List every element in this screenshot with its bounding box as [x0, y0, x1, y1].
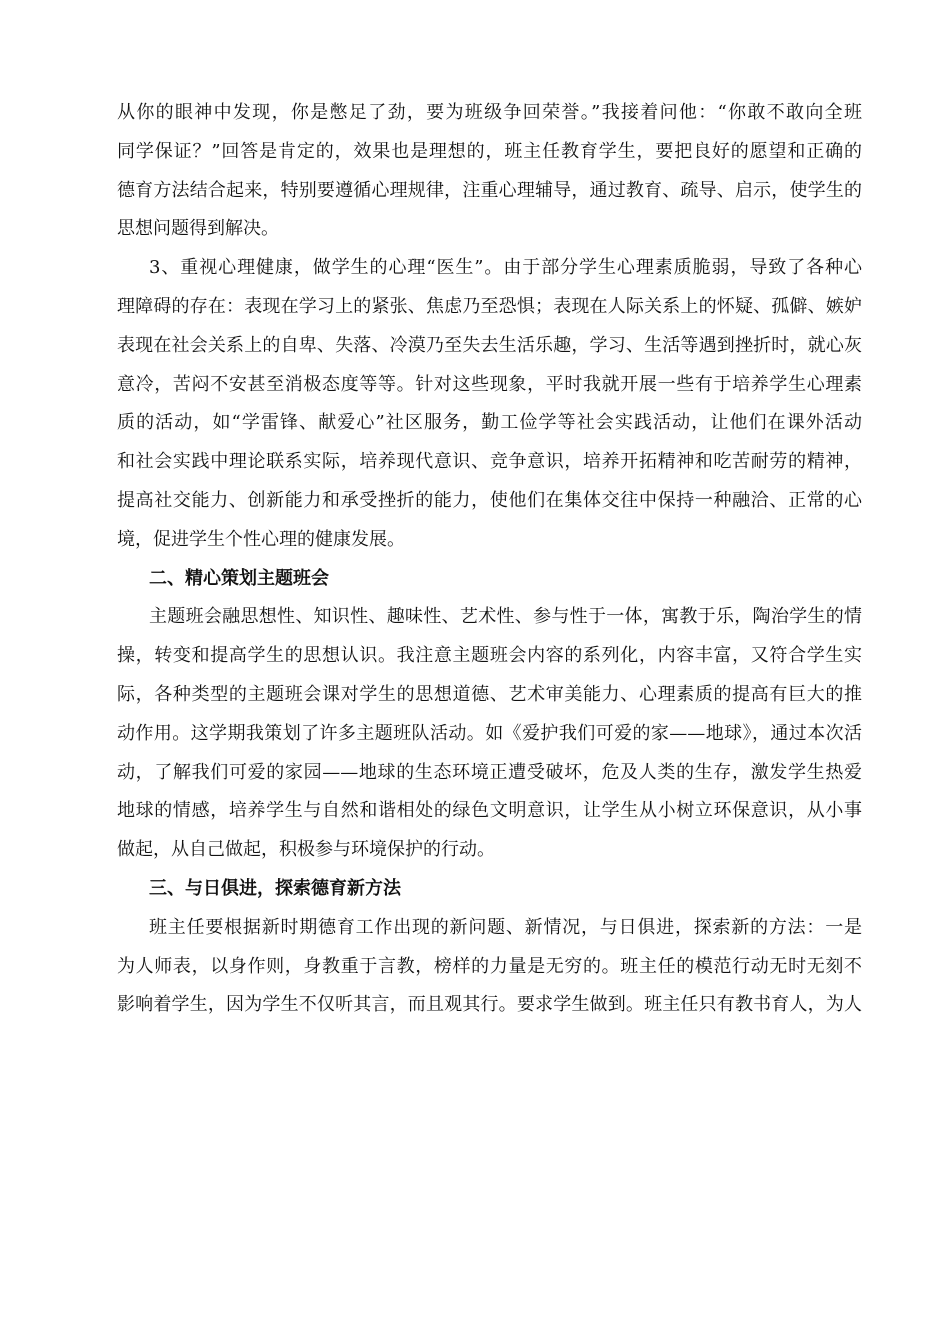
text-line: 动作用。这学期我策划了许多主题班队活动。如《爱护我们可爱的家——地球》，通过本次活 — [117, 722, 862, 744]
text-line: 主题班会融思想性、知识性、趣味性、艺术性、参与性于一体，寓教于乐，陶治学生的情 — [149, 606, 862, 628]
text-line: 思想问题得到解决。 — [117, 218, 279, 240]
section-heading: 三、与日俱进，探索德育新方法 — [149, 877, 401, 899]
text-line: 表现在社会关系上的自卑、失落、冷漠乃至失去生活乐趣，学习、生活等遇到挫折时，就心灰 — [117, 334, 862, 356]
text-line: 际，各种类型的主题班会课对学生的思想道德、艺术审美能力、心理素质的提高有巨大的推 — [117, 683, 862, 705]
text-line: 理障碍的存在：表现在学习上的紧张、焦虑乃至恐惧；表现在人际关系上的怀疑、孤僻、嫉妒 — [117, 295, 862, 317]
paragraph-2 — [117, 249, 862, 559]
text-line: 做起，从自己做起，积极参与环境保护的行动。 — [117, 839, 495, 861]
text-line: 和社会实践中理论联系实际，培养现代意识、竞争意识，培养开拓精神和吃苦耐劳的精神， — [117, 451, 862, 473]
text-line: 动，了解我们可爱的家园——地球的生态环境正遭受破坏，危及人类的生存，激发学生热爱 — [117, 761, 862, 783]
text-line: 班主任要根据新时期德育工作出现的新问题、新情况，与日俱进，探索新的方法：一是 — [149, 916, 862, 938]
text-line: 意冷，苦闷不安甚至消极态度等等。针对这些现象，平时我就开展一些有于培养学生心理素 — [117, 373, 862, 395]
text-line: 境，促进学生个性心理的健康发展。 — [117, 528, 405, 550]
text-line: 操，转变和提高学生的思想认识。我注意主题班会内容的系列化，内容丰富，又符合学生实 — [117, 645, 862, 667]
paragraph-4 — [117, 909, 862, 1025]
text-line: 德育方法结合起来，特别要遵循心理规律，注重心理辅导，通过教育、疏导、启示，使学生的 — [117, 179, 862, 201]
text-line: 为人师表，以身作则，身教重于言教，榜样的力量是无穷的。班主任的模范行动无时无刻不 — [117, 955, 862, 977]
document-body — [117, 94, 862, 1025]
paragraph-1 — [117, 94, 862, 249]
text-line: 提高社交能力、创新能力和承受挫折的能力，使他们在集体交往中保持一种融洽、正常的心 — [117, 489, 862, 511]
text-line: 同学保证？”回答是肯定的，效果也是理想的，班主任教育学生，要把良好的愿望和正确的 — [117, 140, 862, 162]
text-line: 从你的眼神中发现，你是憋足了劲，要为班级争回荣誉。”我接着问他：“你敢不敢向全班 — [117, 102, 862, 123]
text-line: 质的活动，如“学雷锋、献爱心”社区服务，勤工俭学等社会实践活动，让他们在课外活动 — [117, 412, 862, 434]
paragraph-3 — [117, 598, 862, 870]
text-line: 影响着学生，因为学生不仅听其言，而且观其行。要求学生做到。班主任只有教书育人，为人 — [117, 994, 862, 1016]
section-heading: 二、精心策划主题班会 — [149, 567, 329, 589]
text-line: 地球的情感，培养学生与自然和谐相处的绿色文明意识，让学生从小树立环保意识，从小事 — [117, 800, 862, 822]
text-line: 3、重视心理健康，做学生的心理“医生”。由于部分学生心理素质脆弱，导致了各种心 — [149, 257, 862, 279]
